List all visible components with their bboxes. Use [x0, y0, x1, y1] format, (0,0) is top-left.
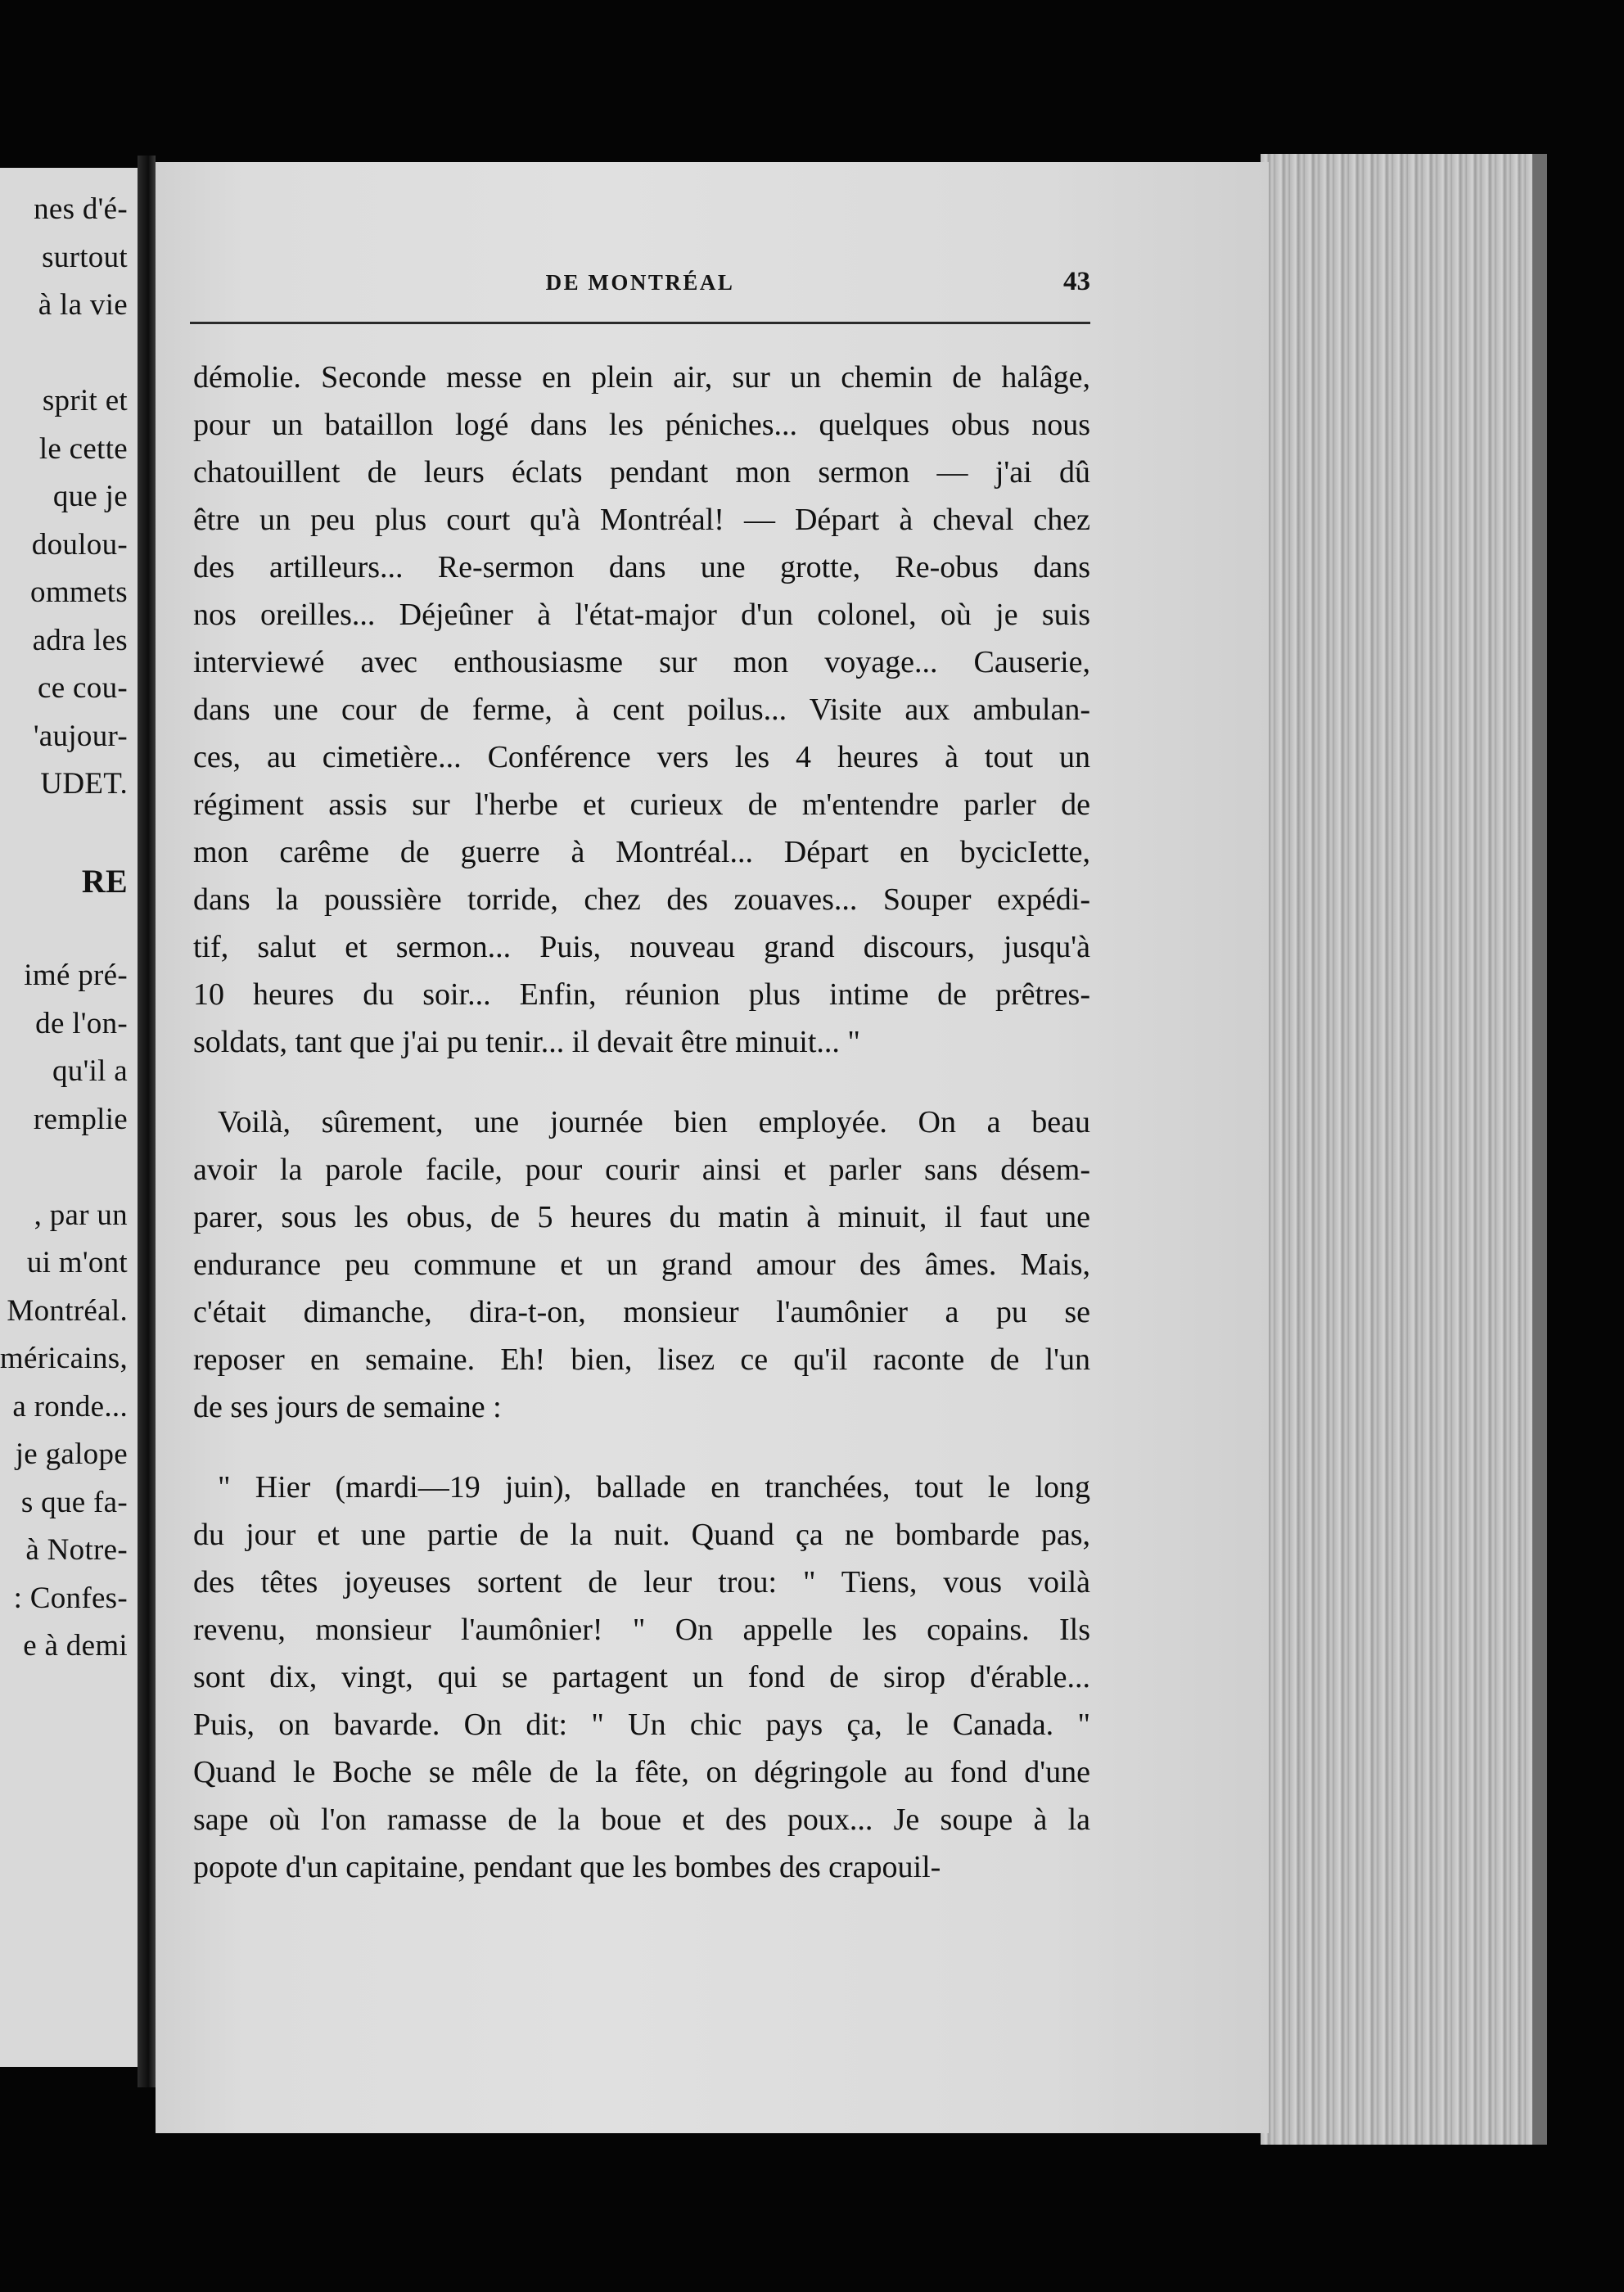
text-line: sape où l'on ramasse de la boue et des poux... Je soupe à la	[193, 1802, 1090, 1837]
text-line: mon carême de guerre à Montréal... Départ en bycicIette,	[193, 835, 1090, 869]
text-line: Voilà, sûrement, une journée bien employée. On a beau	[218, 1105, 1090, 1139]
left-page-text-fragment: adra les	[32, 623, 128, 657]
left-page-text-fragment: , par un	[34, 1198, 128, 1232]
left-page-text-fragment: le cette	[38, 431, 128, 466]
left-page-text-fragment: remplie	[33, 1102, 128, 1136]
left-page-text-fragment: ommets	[30, 575, 128, 609]
paragraph	[193, 354, 1090, 1066]
left-page-text-fragment: a ronde...	[12, 1389, 128, 1423]
left-page-text-fragment: UDET.	[40, 767, 128, 801]
left-page-text-fragment: à Notre-	[25, 1533, 128, 1567]
text-line: " Hier (mardi—19 juin), ballade en tranchées, tout le long	[218, 1470, 1090, 1505]
text-line: dans une cour de ferme, à cent poilus... Visite aux ambulan-	[193, 693, 1090, 727]
previous-page-fragment	[0, 168, 138, 2067]
text-line: revenu, monsieur l'aumônier! " On appelle les copains. Ils	[193, 1613, 1090, 1647]
left-page-text-fragment: Montréal.	[7, 1293, 128, 1328]
text-line: nos oreilles... Déjeûner à l'état-major d'un colonel, où je suis	[193, 598, 1090, 632]
left-page-text-fragment: doulou-	[31, 527, 128, 562]
text-line: tif, salut et sermon... Puis, nouveau grand discours, jusqu'à	[193, 930, 1090, 964]
left-page-text-fragment: imé pré-	[24, 959, 128, 992]
page-body	[193, 354, 1090, 1891]
text-line: 10 heures du soir... Enfin, réunion plus intime de prêtres-	[193, 977, 1090, 1012]
text-line: démolie. Seconde messe en plein air, sur un chemin de halâge,	[193, 360, 1090, 395]
text-line: de ses jours de semaine :	[193, 1390, 502, 1424]
text-line: sont dix, vingt, qui se partagent un fond de sirop d'érable...	[193, 1660, 1090, 1694]
paragraph-gap	[193, 1431, 1090, 1464]
text-line: pour un bataillon logé dans les péniches... quelques obus nous	[193, 408, 1090, 442]
left-page-text-fragment: surtout	[42, 240, 128, 274]
left-page-text-fragment: nes d'é-	[34, 192, 128, 226]
text-line: endurance peu commune et un grand amour des âmes. Mais,	[193, 1248, 1090, 1282]
paragraph-gap	[193, 1066, 1090, 1099]
text-line: reposer en semaine. Eh! bien, lisez ce qu'il raconte de l'un	[193, 1342, 1090, 1377]
book-gutter	[138, 156, 156, 2087]
text-line: des artilleurs... Re-sermon dans une grotte, Re-obus dans	[193, 550, 1090, 584]
text-line: être un peu plus court qu'à Montréal! — Départ à cheval chez	[193, 503, 1090, 537]
text-line: des têtes joyeuses sortent de leur trou: " Tiens, vous voilà	[193, 1565, 1090, 1599]
running-head: DE MONTRÉAL	[545, 270, 735, 295]
text-line: dans la poussière torride, chez des zouaves... Souper expédi-	[193, 882, 1090, 917]
left-page-text-fragment: je galope	[15, 1437, 128, 1471]
text-line: parer, sous les obus, de 5 heures du matin à minuit, il faut une	[193, 1200, 1090, 1234]
left-page-text-fragment: de l'on-	[35, 1006, 128, 1040]
page-edges	[1261, 154, 1547, 2145]
text-line: Quand le Boche se mêle de la fête, on dégringole au fond d'une	[193, 1755, 1090, 1789]
left-page-text-fragment: 'aujour-	[33, 719, 128, 753]
left-page-text-fragment: ce cou-	[38, 671, 128, 705]
text-line: interviewé avec enthousiasme sur mon voyage... Causerie,	[193, 645, 1090, 679]
page-header	[190, 267, 1090, 308]
text-line: régiment assis sur l'herbe et curieux de m'entendre parler de	[193, 787, 1090, 822]
paragraph	[193, 1464, 1090, 1891]
text-line: ces, au cimetière... Conférence vers les 4 heures à tout un	[193, 740, 1090, 774]
text-line: soldats, tant que j'ai pu tenir... il devait être minuit... "	[193, 1025, 860, 1059]
text-line: popote d'un capitaine, pendant que les bombes des crapouil-	[193, 1850, 941, 1884]
page-number: 43	[1063, 267, 1090, 296]
left-page-text-fragment: s que fa-	[20, 1485, 128, 1519]
text-line: du jour et une partie de la nuit. Quand ça ne bombarde pas,	[193, 1518, 1090, 1552]
paragraph	[193, 1099, 1090, 1431]
left-page-text-fragment: : Confes-	[13, 1581, 128, 1615]
left-page-text-fragment: RE	[81, 863, 128, 900]
left-page-text-fragment: qu'il a	[52, 1054, 128, 1088]
left-page-text-fragment: méricains,	[0, 1342, 128, 1375]
left-page-text-fragment: à la vie	[38, 288, 128, 322]
text-line: chatouillent de leurs éclats pendant mon sermon — j'ai dû	[193, 455, 1090, 490]
header-rule	[190, 322, 1090, 324]
left-page-text-fragment: ui m'ont	[26, 1246, 128, 1279]
text-line: c'était dimanche, dira-t-on, monsieur l'aumônier a pu se	[193, 1295, 1090, 1329]
text-line: Puis, on bavarde. On dit: " Un chic pays ça, le Canada. "	[193, 1708, 1090, 1742]
text-line: avoir la parole facile, pour courir ainsi et parler sans désem-	[193, 1153, 1090, 1187]
left-page-text-fragment: e à demi	[23, 1629, 128, 1663]
left-page-text-fragment: sprit et	[42, 384, 128, 417]
left-page-text-fragment: que je	[52, 480, 128, 513]
